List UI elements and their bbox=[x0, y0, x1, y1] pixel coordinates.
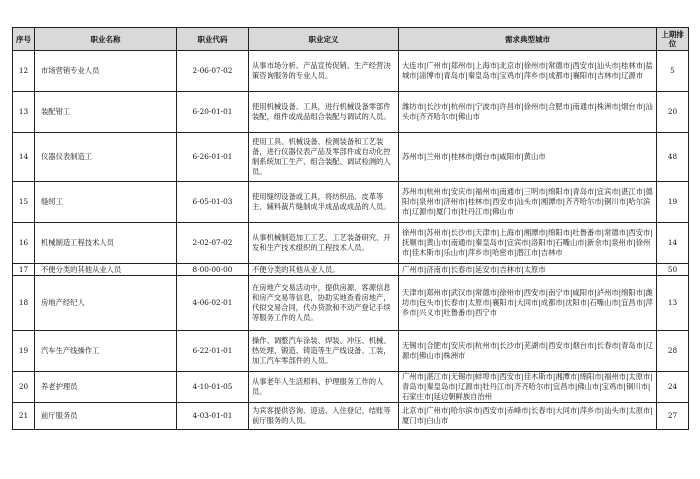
header-seq: 序号 bbox=[13, 28, 35, 51]
cell-demand-cities: 大连市|广州市|郑州市|上海市|北京市|徐州市|常德市|西安市|汕头市|桂林市|盐城市|淄博市|青岛市|秦皇岛市|宝鸡市|萍乡市|成都市|襄阳市|吉林市|辽源市 bbox=[399, 51, 657, 92]
cell-seq: 15 bbox=[13, 182, 35, 223]
table-header-row bbox=[13, 28, 689, 51]
cell-occupation-code: 6-26-01-01 bbox=[177, 133, 249, 182]
cell-occupation-code: 6-20-01-01 bbox=[177, 92, 249, 133]
cell-occupation-name: 养老护理员 bbox=[35, 372, 177, 403]
cell-occupation-name: 装配钳工 bbox=[35, 92, 177, 133]
cell-demand-cities: 潍坊市|长沙市|杭州市|宁波市|许昌市|徐州市|合肥市|南通市|株洲市|烟台市|汕头市|齐齐哈尔市|佛山市 bbox=[399, 92, 657, 133]
cell-occupation-definition: 使用缝纫设备或工具，将纺织品、皮革等主、辅料裁片缝制成半成品或成品的人员。 bbox=[249, 182, 399, 223]
cell-demand-cities: 苏州市|兰州市|桂林市|烟台市|咸阳市|黄山市 bbox=[399, 133, 657, 182]
cell-occupation-code: 8-00-00-00 bbox=[177, 264, 249, 276]
cell-occupation-definition: 为宾客提供咨询、迎送、入住登记、结账等前厅服务的人员。 bbox=[249, 403, 399, 430]
cell-occupation-name: 仪器仪表制造工 bbox=[35, 133, 177, 182]
cell-occupation-name: 缝纫工 bbox=[35, 182, 177, 223]
cell-seq: 18 bbox=[13, 276, 35, 331]
cell-occupation-code: 4-03-01-01 bbox=[177, 403, 249, 430]
cell-previous-rank: 5 bbox=[657, 51, 689, 92]
cell-previous-rank: 13 bbox=[657, 276, 689, 331]
header-occupation-code: 职业代码 bbox=[177, 28, 249, 51]
cell-occupation-definition: 使用工具、机械设备、检测装备和工艺装备，进行仪器仪表产品及零部件或自动化控制系统加工生产、组合装配、调试检测的人员。 bbox=[249, 133, 399, 182]
header-occupation-definition: 职业定义 bbox=[249, 28, 399, 51]
cell-demand-cities: 广州市|济南市|长春市|延安市|吉林市|太原市 bbox=[399, 264, 657, 276]
cell-demand-cities: 天津市|郑州市|武汉市|常德市|徐州市|西安市|南宁市|咸阳市|泸州市|绵阳市|潍坊市|包头市|长春市|太原市|襄阳市|大同市|成都市|沈阳市|石嘴山市|宜昌市|萍乡市|兴义市|吐鲁番市|西宁市 bbox=[399, 276, 657, 331]
cell-occupation-name: 市场营销专业人员 bbox=[35, 51, 177, 92]
cell-seq: 21 bbox=[13, 403, 35, 430]
cell-occupation-name: 不便分类的其他从业人员 bbox=[35, 264, 177, 276]
header-demand-cities: 需求典型城市 bbox=[399, 28, 657, 51]
cell-previous-rank: 20 bbox=[657, 92, 689, 133]
cell-occupation-code: 4-06-02-01 bbox=[177, 276, 249, 331]
cell-occupation-code: 2-02-07-02 bbox=[177, 223, 249, 264]
cell-occupation-definition: 从事市场分析、产品宣传促销、生产经营决策咨询服务的专业人员。 bbox=[249, 51, 399, 92]
cell-seq: 14 bbox=[13, 133, 35, 182]
table-row bbox=[13, 51, 689, 92]
table-row bbox=[13, 331, 689, 372]
cell-occupation-definition: 操作、调整汽车涂装、焊装、冲压、机械、热处理、锻造、铸造等生产线设备、工装，加工汽车零部件的人员。 bbox=[249, 331, 399, 372]
cell-occupation-definition: 使用机械设备、工具，进行机械设备零部件装配，组件或成品组合装配与调试的人员。 bbox=[249, 92, 399, 133]
cell-demand-cities: 北京市|广州市|哈尔滨市|西安市|赤峰市|长春市|大同市|萍乡市|汕头市|太原市|厦门市|白山市 bbox=[399, 403, 657, 430]
table-row bbox=[13, 182, 689, 223]
cell-occupation-code: 2-06-07-02 bbox=[177, 51, 249, 92]
cell-seq: 19 bbox=[13, 331, 35, 372]
cell-demand-cities: 广州市|湛江市|无锡市|蚌埠市|西安市|佳木斯市|湘潭市|绵阳市|福州市|太原市|青岛市|秦皇岛市|辽源市|牡丹江市|齐齐哈尔市|宜昌市|佛山市|宝鸡市|铜川市|石家庄市|延边朝鲜族自治州 bbox=[399, 372, 657, 403]
cell-occupation-code: 6-05-01-03 bbox=[177, 182, 249, 223]
cell-occupation-definition: 在房地产交易活动中，提供房源、客源信息和房产交易等信息，协助实地查看房地产，代拟交易合同，代办贷款和不动产登记手续等服务工作的人员。 bbox=[249, 276, 399, 331]
cell-previous-rank: 14 bbox=[657, 223, 689, 264]
cell-occupation-name: 汽车生产线操作工 bbox=[35, 331, 177, 372]
cell-previous-rank: 48 bbox=[657, 133, 689, 182]
cell-demand-cities: 苏州市|杭州市|安庆市|福州市|南通市|三明市|绵阳市|青岛市|宜宾市|湛江市|德阳市|泉州市|济州市|桂林市|西安市|汕头市|湘潭市|齐齐哈尔市|铜川市|哈尔滨市|辽源市|厦门市|牡丹江市|佛山市 bbox=[399, 182, 657, 223]
table-row bbox=[13, 92, 689, 133]
table-row bbox=[13, 276, 689, 331]
table-row bbox=[13, 264, 689, 276]
occupation-demand-table bbox=[12, 27, 689, 430]
cell-demand-cities: 无锡市|合肥市|安庆市|杭州市|长沙市|芜湖市|西安市|烟台市|长春市|青岛市|辽源市|佛山市|株洲市 bbox=[399, 331, 657, 372]
cell-seq: 13 bbox=[13, 92, 35, 133]
header-previous-rank: 上期排位 bbox=[657, 28, 689, 51]
cell-occupation-definition: 从事老年人生活照料、护理服务工作的人员。 bbox=[249, 372, 399, 403]
table-row bbox=[13, 403, 689, 430]
cell-occupation-definition: 不便分类的其他从业人员。 bbox=[249, 264, 399, 276]
cell-occupation-code: 4-10-01-05 bbox=[177, 372, 249, 403]
cell-seq: 12 bbox=[13, 51, 35, 92]
table-row bbox=[13, 133, 689, 182]
cell-occupation-code: 6-22-01-01 bbox=[177, 331, 249, 372]
cell-seq: 17 bbox=[13, 264, 35, 276]
cell-occupation-name: 前厅服务员 bbox=[35, 403, 177, 430]
cell-occupation-definition: 从事机械制造加工工艺、工艺装备研究、开发和生产技术组织的工程技术人员。 bbox=[249, 223, 399, 264]
cell-demand-cities: 徐州市|苏州市|长沙市|天津市|上海市|湘潭市|绵阳市|吐鲁番市|常德市|西安市|抚顺市|黄山市|南通市|秦皇岛市|宜宾市|洛阳市|石嘴山市|新余市|泉州市|徐州市|佳木斯市|乐山市|萍乡市|哈密市|潜江市|吉林市 bbox=[399, 223, 657, 264]
table-row bbox=[13, 223, 689, 264]
cell-occupation-name: 机械制造工程技术人员 bbox=[35, 223, 177, 264]
table-row bbox=[13, 372, 689, 403]
occupation-table-wrapper bbox=[12, 27, 689, 430]
cell-occupation-name: 房地产经纪人 bbox=[35, 276, 177, 331]
cell-previous-rank: 50 bbox=[657, 264, 689, 276]
cell-seq: 20 bbox=[13, 372, 35, 403]
cell-seq: 16 bbox=[13, 223, 35, 264]
cell-previous-rank: 28 bbox=[657, 331, 689, 372]
cell-previous-rank: 27 bbox=[657, 403, 689, 430]
header-occupation-name: 职业名称 bbox=[35, 28, 177, 51]
cell-previous-rank: 24 bbox=[657, 372, 689, 403]
cell-previous-rank: 19 bbox=[657, 182, 689, 223]
